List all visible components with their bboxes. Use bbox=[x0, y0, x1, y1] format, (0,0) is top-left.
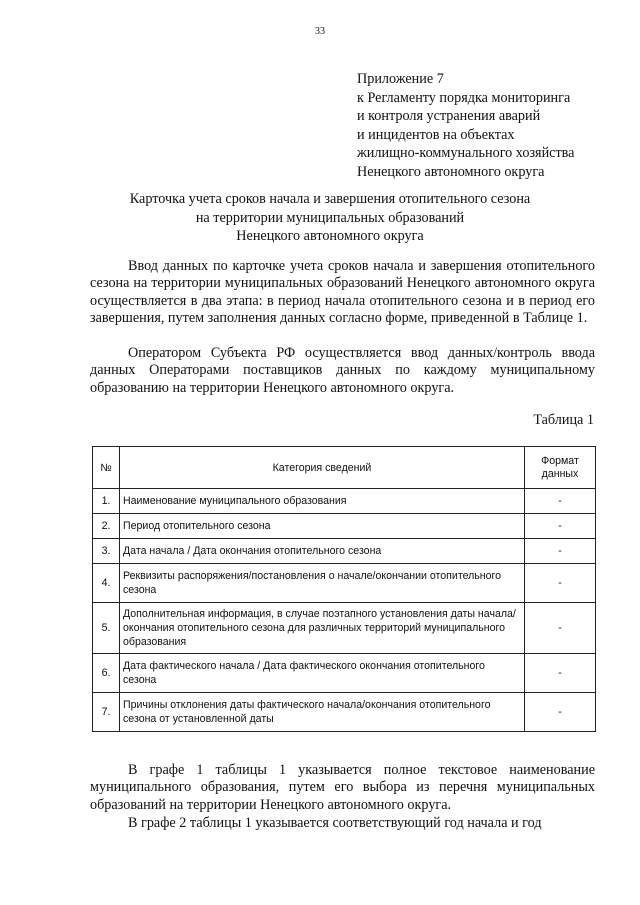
row-category: Наименование муниципального образования bbox=[120, 489, 525, 514]
row-format: - bbox=[525, 603, 596, 654]
row-category: Период отопительного сезона bbox=[120, 514, 525, 539]
table-row bbox=[93, 514, 596, 539]
row-number: 3. bbox=[93, 539, 120, 564]
row-number: 1. bbox=[93, 489, 120, 514]
title-line: на территории муниципальных образований bbox=[195, 209, 465, 226]
row-category: Дата фактического начала / Дата фактического окончания отопительного сезона bbox=[120, 654, 525, 693]
appendix-line: и инцидентов на объектах bbox=[357, 126, 515, 143]
row-number: 7. bbox=[93, 693, 120, 732]
appendix-line: Приложение 7 bbox=[357, 71, 444, 87]
row-format: - bbox=[525, 489, 596, 514]
row-number: 6. bbox=[93, 654, 120, 693]
appendix-line: к Регламенту порядка мониторинга bbox=[357, 89, 571, 106]
paragraph-column-2: В графе 2 таблицы 1 указывается соответствующий год начала и год bbox=[128, 815, 542, 831]
header-format: Формат данных bbox=[525, 447, 596, 489]
table-header-row bbox=[93, 447, 596, 489]
header-category: Категория сведений bbox=[120, 447, 525, 489]
table-row bbox=[93, 489, 596, 514]
row-format: - bbox=[525, 693, 596, 732]
paragraph-column-1: В графе 1 таблицы 1 указывается полное текстовое наименование муниципального образования, путем его выбора из перечня муниципальных образований на территории Ненецкого автономного округа. bbox=[90, 762, 595, 813]
table-row bbox=[93, 654, 596, 693]
page-number: 33 bbox=[315, 26, 325, 37]
paragraph-operator: Оператором Субъекта РФ осуществляется ввод данных/контроль ввода данных Операторами поставщиков данных по каждому муниципальному образованию на территории Ненецкого автономного округа. bbox=[90, 345, 595, 396]
table-row bbox=[93, 603, 596, 654]
row-category: Реквизиты распоряжения/постановления о начале/окончании отопительного сезона bbox=[120, 564, 525, 603]
document-title bbox=[60, 190, 600, 246]
table-caption: Таблица 1 bbox=[533, 412, 594, 428]
table-row bbox=[93, 539, 596, 564]
row-number: 4. bbox=[93, 564, 120, 603]
row-number: 2. bbox=[93, 514, 120, 539]
row-category: Причины отклонения даты фактического начала/окончания отопительного сезона от установленной даты bbox=[120, 693, 525, 732]
row-format: - bbox=[525, 654, 596, 693]
appendix-line: Ненецкого автономного округа bbox=[357, 163, 545, 180]
appendix-line: жилищно-коммунального хозяйства bbox=[357, 145, 575, 162]
table-row bbox=[93, 564, 596, 603]
row-category: Дополнительная информация, в случае поэтапного установления даты начала/окончания отопительного сезона для различных территорий муниципального образования bbox=[120, 603, 525, 654]
row-number: 5. bbox=[93, 603, 120, 654]
table-row bbox=[93, 693, 596, 732]
row-category: Дата начала / Дата окончания отопительного сезона bbox=[120, 539, 525, 564]
title-line: Карточка учета сроков начала и завершения отопительного сезона bbox=[129, 191, 531, 207]
row-format: - bbox=[525, 539, 596, 564]
row-format: - bbox=[525, 564, 596, 603]
appendix-reference bbox=[357, 70, 617, 182]
info-table bbox=[92, 446, 596, 732]
paragraph-data-entry: Ввод данных по карточке учета сроков начала и завершения отопительного сезона на территории муниципальных образований Ненецкого автономного округа осуществляется в два этапа: в период начала отопительного сезона и в период его завершения, путем заполнения данных согласно форме, приведенной в Таблице 1. bbox=[90, 258, 595, 327]
header-number: № bbox=[93, 447, 120, 489]
appendix-line: и контроля устранения аварий bbox=[357, 108, 541, 125]
title-line: Ненецкого автономного округа bbox=[236, 228, 424, 245]
row-format: - bbox=[525, 514, 596, 539]
